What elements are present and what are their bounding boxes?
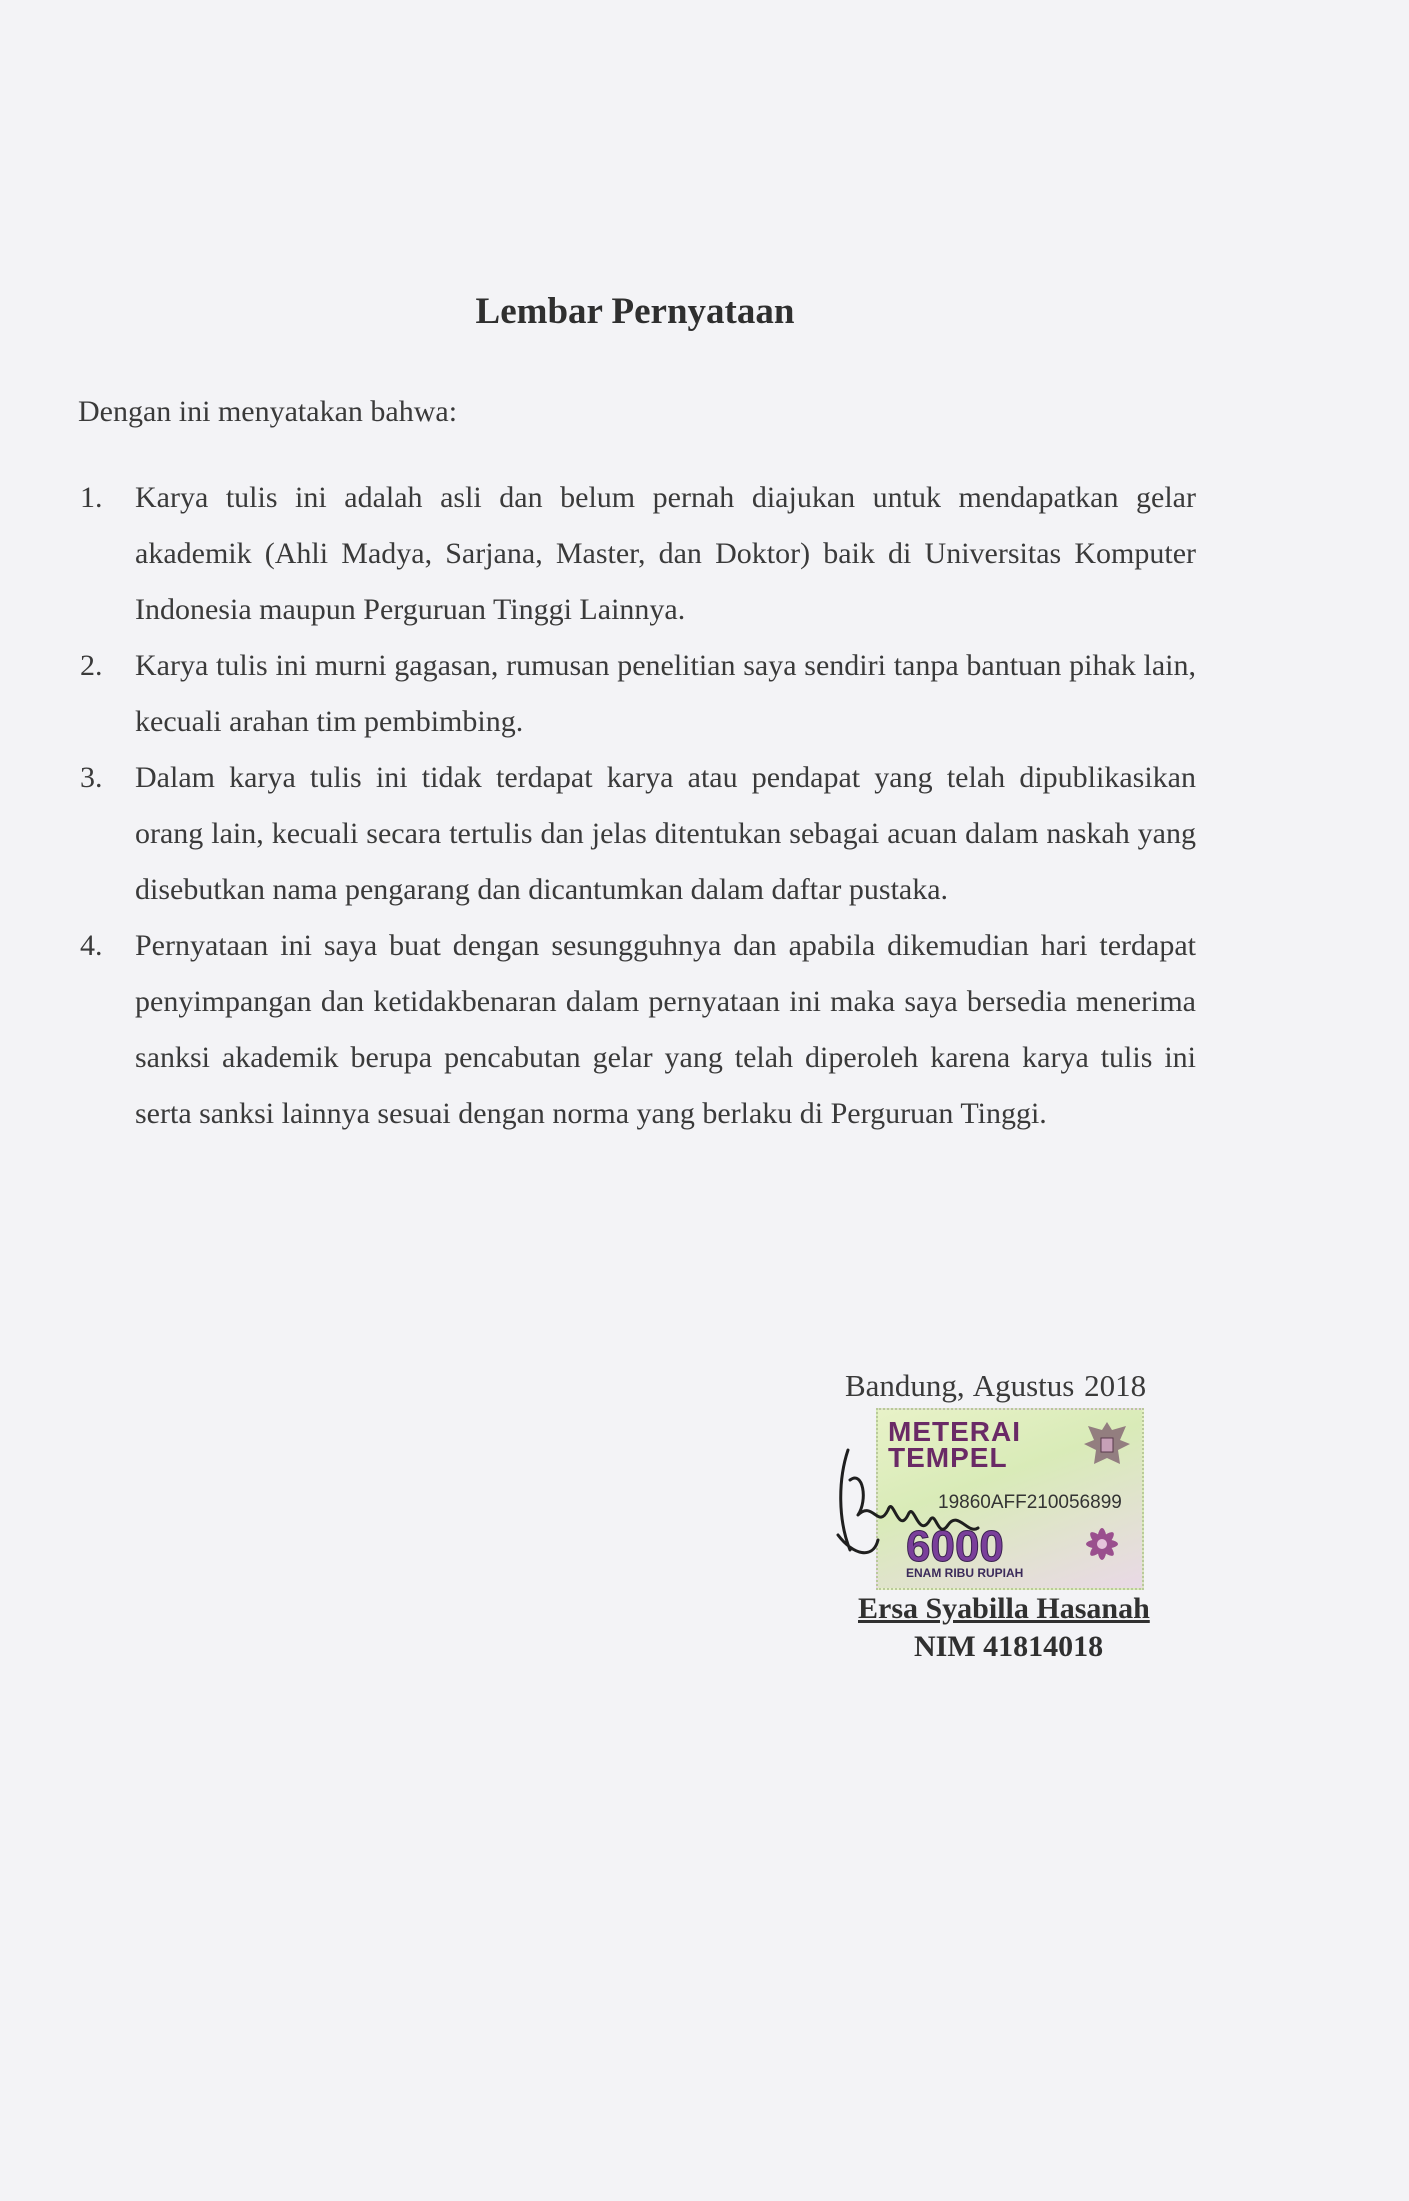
item-text: Dalam karya tulis ini tidak terdapat karya atau pendapat yang telah dipublikasikan orang lain, kecuali secara tertulis dan jelas ditentukan sebagai acuan dalam naskah yang disebutkan nama pengarang dan dicantumkan dalam daftar pustaka. bbox=[135, 761, 1196, 906]
item-number: 4. bbox=[80, 929, 103, 962]
item-text: Karya tulis ini adalah asli dan belum pernah diajukan untuk mendapatkan gelar akademik (Ahli Madya, Sarjana, Master, dan Doktor) baik di Universitas Komputer Indonesia maupun Perguruan Tinggi Lainnya. bbox=[135, 481, 1196, 626]
signer-nim: NIM 41814018 bbox=[914, 1630, 1104, 1663]
handwritten-signature bbox=[818, 1440, 988, 1570]
item-number: 2. bbox=[80, 649, 103, 682]
stamp-value: 6000 bbox=[906, 1522, 1004, 1571]
stamp-value-words: ENAM RIBU RUPIAH bbox=[906, 1566, 1024, 1580]
stamp-serial: 19860AFF210056899 bbox=[938, 1492, 1122, 1513]
stamp-title: METERAI bbox=[888, 1416, 1021, 1447]
place-date: Bandung, Agustus 2018 bbox=[845, 1368, 1147, 1403]
flower-icon bbox=[1080, 1522, 1124, 1566]
intro-text: Dengan ini menyatakan bahwa: bbox=[78, 395, 458, 428]
signer-name: Ersa Syabilla Hasanah bbox=[858, 1592, 1150, 1625]
list-item bbox=[80, 638, 1196, 750]
item-number: 1. bbox=[80, 481, 103, 514]
garuda-emblem-icon bbox=[1082, 1418, 1132, 1474]
list-item bbox=[80, 918, 1196, 1142]
statement-list bbox=[80, 470, 1196, 1142]
page-title: Lembar Pernyataan bbox=[475, 291, 795, 332]
list-item bbox=[80, 750, 1196, 918]
item-text: Karya tulis ini murni gagasan, rumusan penelitian saya sendiri tanpa bantuan pihak lain, kecuali arahan tim pembimbing. bbox=[135, 649, 1196, 738]
stamp-subtitle: TEMPEL bbox=[888, 1442, 1008, 1473]
item-text: Pernyataan ini saya buat dengan sesungguhnya dan apabila dikemudian hari terdapat penyimpangan dan ketidakbenaran dalam pernyataan ini maka saya bersedia menerima sanksi akademik berupa pencabutan gelar yang telah diperoleh karena karya tulis ini serta sanksi lainnya sesuai dengan norma yang berlaku di Perguruan Tinggi. bbox=[135, 929, 1196, 1130]
item-number: 3. bbox=[80, 761, 103, 794]
list-item bbox=[80, 470, 1196, 638]
